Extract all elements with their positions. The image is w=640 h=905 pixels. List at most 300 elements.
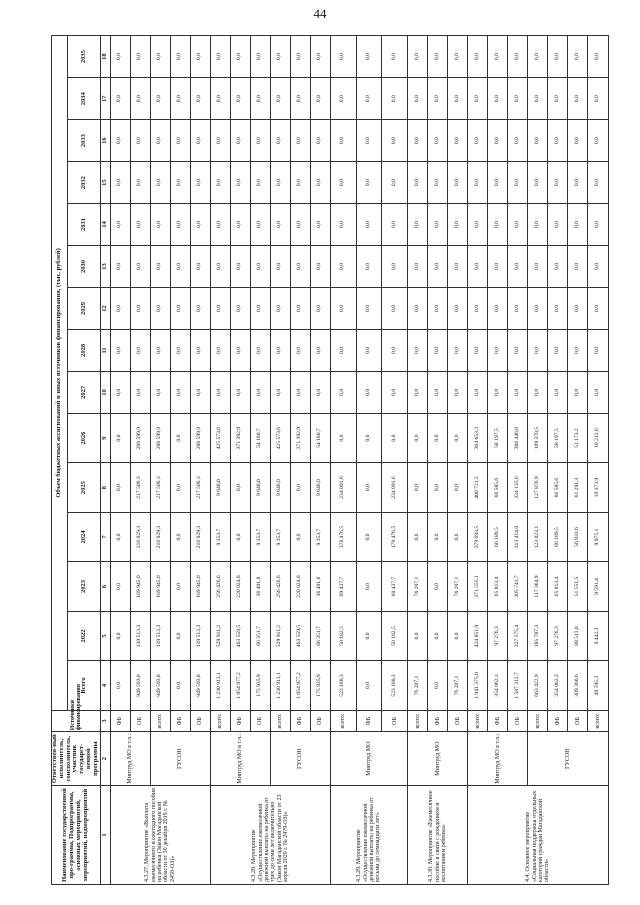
value-cell: 66 585,6: [488, 463, 508, 512]
value-cell: 0,0: [488, 329, 508, 371]
value-cell: 66 189,5: [548, 512, 568, 561]
value-cell: 0,0: [230, 329, 250, 371]
value-cell: 0,0: [382, 120, 408, 162]
value-cell: 0,0: [428, 204, 448, 246]
source-cell: ФБ: [488, 710, 508, 732]
value-cell: 0,0: [428, 611, 448, 660]
value-cell: 0,0: [448, 120, 468, 162]
value-cell: 60 437,7: [382, 562, 408, 611]
value-cell: 0,0: [548, 78, 568, 120]
value-cell: 425 573,6: [270, 413, 290, 462]
value-cell: 0,0: [190, 204, 210, 246]
value-cell: 0,0: [488, 78, 508, 120]
value-cell: 0,0: [356, 562, 382, 611]
source-cell: ФБ: [170, 710, 190, 732]
table-row: [408, 36, 428, 885]
header-year: 2028: [68, 329, 100, 371]
value-cell: 9 975,1: [588, 512, 608, 561]
value-cell: 51 551,5: [568, 562, 588, 611]
value-cell: 0,0: [290, 162, 310, 204]
column-number: 1: [100, 786, 110, 885]
column-number: 10: [100, 371, 110, 413]
value-cell: 400 721,2: [468, 463, 488, 512]
value-cell: 0,0: [250, 36, 270, 78]
value-cell: 0,0: [568, 204, 588, 246]
page-number: 44: [313, 6, 327, 21]
value-cell: 0,0: [270, 371, 290, 413]
value-cell: 0,0: [568, 78, 588, 120]
value-cell: 0,0: [270, 246, 290, 288]
header-year: 2027: [68, 371, 100, 413]
table-body: [110, 36, 608, 885]
table-row: [150, 36, 170, 885]
executor-cell: Минтруд МО в т.ч.:: [468, 732, 528, 786]
value-cell: 0,0: [528, 329, 548, 371]
value-cell: 0,0: [408, 246, 428, 288]
value-cell: 334 135,6: [508, 463, 528, 512]
value-cell: 0,0: [548, 371, 568, 413]
value-cell: 0,0: [130, 36, 150, 78]
value-cell: 0,0: [250, 120, 270, 162]
value-cell: 0,0: [110, 512, 130, 561]
value-cell: 0,0: [468, 162, 488, 204]
value-cell: 0,0: [130, 287, 150, 329]
value-cell: 0,0: [250, 162, 270, 204]
value-cell: 0,0: [210, 371, 230, 413]
source-cell: ОБ: [310, 710, 330, 732]
value-cell: 0,0: [330, 413, 356, 462]
value-cell: 216 029,3: [130, 512, 150, 561]
value-cell: 949 593,8: [150, 661, 170, 710]
value-cell: 0,0: [310, 120, 330, 162]
value-cell: 0,0: [448, 162, 468, 204]
value-cell: 139 513,3: [130, 611, 150, 660]
value-cell: 0,0: [588, 329, 608, 371]
column-number: 4: [100, 661, 110, 710]
value-cell: 0,0: [508, 246, 528, 288]
value-cell: 0,0: [588, 204, 608, 246]
value-cell: 0,0: [528, 371, 548, 413]
value-cell: 0,0: [408, 611, 428, 660]
value-cell: 0,0: [270, 36, 290, 78]
value-cell: 0,0: [382, 36, 408, 78]
value-cell: 0,0: [150, 36, 170, 78]
value-cell: 0,0: [488, 36, 508, 78]
value-cell: 0,0: [290, 329, 310, 371]
executor-cell: Минтруд МО в т.ч.:: [210, 732, 270, 786]
column-number: 8: [100, 463, 110, 512]
value-cell: 0,0: [468, 329, 488, 371]
value-cell: 0,0: [588, 120, 608, 162]
source-cell: ОБ: [250, 710, 270, 732]
value-cell: 0,0: [150, 329, 170, 371]
value-cell: 0,0: [508, 287, 528, 329]
header-year: 2035: [68, 36, 100, 78]
value-cell: 0,0: [528, 162, 548, 204]
value-cell: 0,0: [356, 463, 382, 512]
value-cell: 0,0: [528, 120, 548, 162]
value-cell: 0,0: [250, 329, 270, 371]
column-number: 16: [100, 120, 110, 162]
value-cell: 0,0: [270, 287, 290, 329]
value-cell: 0,0: [230, 120, 250, 162]
value-cell: 0,0: [568, 287, 588, 329]
value-cell: 66 351,7: [310, 611, 330, 660]
value-cell: 169 945,0: [190, 562, 210, 611]
value-cell: 523 188,3: [382, 661, 408, 710]
value-cell: 0,0: [170, 463, 190, 512]
value-cell: 0,0: [270, 162, 290, 204]
value-cell: 49 595,3: [588, 661, 608, 710]
value-cell: 0,0: [356, 371, 382, 413]
value-cell: 0,0: [190, 78, 210, 120]
value-cell: 0,0: [488, 246, 508, 288]
value-cell: 0,0: [356, 611, 382, 660]
header-year: 2030: [68, 246, 100, 288]
value-cell: 0,0: [330, 329, 356, 371]
value-cell: 0,0: [310, 36, 330, 78]
value-cell: 0,0: [250, 246, 270, 288]
value-cell: 76 207,1: [408, 562, 428, 611]
value-cell: 425 573,6: [210, 413, 230, 462]
value-cell: 0,0: [210, 246, 230, 288]
value-cell: 0,0: [310, 246, 330, 288]
source-cell: всего:: [528, 710, 548, 732]
executor-cell: ГУСОН: [150, 732, 210, 786]
value-cell: 185 787,3: [528, 611, 548, 660]
value-cell: 9 591,4: [588, 562, 608, 611]
column-number: 17: [100, 78, 110, 120]
value-cell: 220 024,8: [230, 562, 250, 611]
value-cell: 0,0: [468, 371, 488, 413]
value-cell: 97 276,3: [548, 611, 568, 660]
table-row: [330, 36, 356, 885]
value-cell: 0,0: [190, 36, 210, 78]
value-cell: 463 559,5: [230, 611, 250, 660]
value-cell: 0,0: [290, 36, 310, 78]
value-cell: 0,0: [408, 204, 428, 246]
value-cell: 379 693,5: [468, 512, 488, 561]
value-cell: 0,0: [290, 246, 310, 288]
column-number: 5: [100, 611, 110, 660]
value-cell: 0,0: [508, 204, 528, 246]
source-cell: ФБ: [110, 710, 130, 732]
value-cell: 529 911,2: [270, 611, 290, 660]
value-cell: 217 506,3: [150, 463, 170, 512]
value-cell: 0,0: [408, 329, 428, 371]
value-cell: 0,0: [488, 371, 508, 413]
table-row: [110, 36, 130, 885]
header-year: 2029: [68, 287, 100, 329]
value-cell: 0,0: [382, 413, 408, 462]
value-cell: 371 392,9: [230, 413, 250, 462]
value-cell: 0,0: [356, 329, 382, 371]
value-cell: 9 648,0: [210, 463, 230, 512]
value-cell: 1 941 375,0: [468, 661, 488, 710]
value-cell: 256 426,6: [270, 562, 290, 611]
value-cell: 0,0: [448, 78, 468, 120]
column-number: 15: [100, 162, 110, 204]
source-cell: всего:: [150, 710, 170, 732]
value-cell: 0,0: [170, 611, 190, 660]
value-cell: 0,0: [170, 329, 190, 371]
value-cell: 0,0: [330, 36, 356, 78]
value-cell: 0,0: [568, 371, 588, 413]
value-cell: 0,0: [310, 162, 330, 204]
value-cell: 10 373,9: [588, 463, 608, 512]
value-cell: 0,0: [408, 463, 428, 512]
value-cell: 0,0: [508, 36, 528, 78]
value-cell: 0,0: [150, 120, 170, 162]
header-numbers-row: [100, 36, 110, 885]
value-cell: 9 353,7: [210, 512, 230, 561]
header-year: 2023: [68, 562, 100, 611]
value-cell: 0,0: [150, 78, 170, 120]
value-cell: 0,0: [110, 413, 130, 462]
value-cell: 0,0: [190, 120, 210, 162]
value-cell: 9 648,0: [310, 463, 330, 512]
value-cell: 0,0: [330, 120, 356, 162]
value-cell: 9 353,7: [310, 512, 330, 561]
value-cell: 217 506,3: [190, 463, 210, 512]
value-cell: 0,0: [110, 463, 130, 512]
value-cell: 1 587 312,7: [508, 661, 528, 710]
value-cell: 0,0: [408, 120, 428, 162]
value-cell: 0,0: [110, 78, 130, 120]
value-cell: 51 173,2: [568, 413, 588, 462]
value-cell: 0,0: [210, 287, 230, 329]
value-cell: 0,0: [528, 246, 548, 288]
value-cell: 0,0: [170, 562, 190, 611]
value-cell: 0,0: [428, 413, 448, 462]
value-cell: 0,0: [310, 371, 330, 413]
value-cell: 0,0: [548, 204, 568, 246]
value-cell: 371 555,1: [468, 562, 488, 611]
source-cell: ФБ: [548, 710, 568, 732]
table-row: [528, 36, 548, 885]
header-year: 2025: [68, 463, 100, 512]
source-cell: всего:: [408, 710, 428, 732]
value-cell: 9 353,7: [250, 512, 270, 561]
table-head: [52, 36, 111, 885]
column-number: 6: [100, 562, 110, 611]
value-cell: 529 911,2: [210, 611, 230, 660]
value-cell: 0,0: [130, 329, 150, 371]
value-cell: 54 180,7: [250, 413, 270, 462]
column-number: 9: [100, 413, 110, 462]
value-cell: 424 851,9: [468, 611, 488, 660]
value-cell: 0,0: [250, 371, 270, 413]
value-cell: 69 437,7: [330, 562, 356, 611]
value-cell: 0,0: [428, 246, 448, 288]
value-cell: 0,0: [210, 329, 230, 371]
value-cell: 0,0: [110, 246, 130, 288]
value-cell: 0,0: [568, 120, 588, 162]
value-cell: 0,0: [548, 329, 568, 371]
value-cell: 0,0: [230, 287, 250, 329]
source-cell: ФБ: [230, 710, 250, 732]
value-cell: 0,0: [548, 120, 568, 162]
value-cell: 0,0: [150, 246, 170, 288]
value-cell: 0,0: [310, 78, 330, 120]
value-cell: 139 513,3: [150, 611, 170, 660]
header-year: 2026: [68, 413, 100, 462]
value-cell: 0,0: [568, 246, 588, 288]
value-cell: 0,0: [588, 78, 608, 120]
value-cell: 0,0: [210, 204, 230, 246]
value-cell: 76 207,1: [408, 661, 428, 710]
value-cell: 0,0: [488, 162, 508, 204]
value-cell: 0,0: [588, 246, 608, 288]
value-cell: 9 442,3: [588, 611, 608, 660]
value-cell: 0,0: [468, 78, 488, 120]
value-cell: 0,0: [110, 661, 130, 710]
value-cell: 0,0: [356, 162, 382, 204]
value-cell: 76 207,1: [448, 661, 468, 710]
table-row: [270, 36, 290, 885]
value-cell: 0,0: [250, 78, 270, 120]
value-cell: 0,0: [382, 287, 408, 329]
value-cell: 0,0: [356, 120, 382, 162]
header-total: Всего: [68, 661, 100, 710]
measure-name: 4.3.28. Мероприятие «Осуществление ежемесячной денежной выплаты на ребенка от трех до семи лет включительно (Закон Магаданской области от 23 апреля 2020 г. № 2479-ОЗ)»: [210, 786, 330, 885]
value-cell: 0,0: [508, 162, 528, 204]
value-cell: 0,0: [356, 287, 382, 329]
value-cell: 206 599,9: [190, 413, 210, 462]
value-cell: 0,0: [568, 162, 588, 204]
value-cell: 0,0: [150, 204, 170, 246]
value-cell: 0,0: [428, 329, 448, 371]
value-cell: 217 506,3: [130, 463, 150, 512]
value-cell: 371 392,9: [290, 413, 310, 462]
value-cell: 0,0: [448, 204, 468, 246]
executor-cell: ГУСОН: [270, 732, 330, 786]
value-cell: 0,0: [210, 120, 230, 162]
value-cell: 0,0: [428, 78, 448, 120]
source-cell: ОБ: [190, 710, 210, 732]
value-cell: 0,0: [190, 371, 210, 413]
value-cell: 0,0: [548, 162, 568, 204]
value-cell: 0,0: [448, 413, 468, 462]
value-cell: 306 446,0: [508, 413, 528, 462]
value-cell: 0,0: [382, 329, 408, 371]
header-name: Наименование государственной про-граммы, Подпрограммы, основных мероприятий, мероприятий, подмероприятий: [52, 786, 101, 885]
value-cell: 0,0: [110, 287, 130, 329]
value-cell: 0,0: [356, 36, 382, 78]
value-cell: 0,0: [210, 78, 230, 120]
value-cell: 0,0: [110, 371, 130, 413]
value-cell: 234 091,6: [382, 463, 408, 512]
value-cell: 0,0: [408, 371, 428, 413]
value-cell: 663 422,9: [528, 661, 548, 710]
value-cell: 0,0: [382, 78, 408, 120]
value-cell: 0,0: [468, 120, 488, 162]
value-cell: 0,0: [190, 162, 210, 204]
header-funding-title: Объем бюджетных ассигнований и иных источников финансирования, (тыс. рублей): [52, 36, 68, 711]
value-cell: 0,0: [150, 371, 170, 413]
value-cell: 0,0: [190, 287, 210, 329]
value-cell: 66 585,6: [548, 463, 568, 512]
value-cell: 354 062,3: [548, 661, 568, 710]
value-cell: 0,0: [230, 463, 250, 512]
value-cell: 0,0: [548, 36, 568, 78]
rotated-table-wrapper: [51, 35, 601, 885]
value-cell: 0,0: [448, 287, 468, 329]
value-cell: 0,0: [568, 36, 588, 78]
value-cell: 0,0: [528, 78, 548, 120]
value-cell: 0,0: [488, 120, 508, 162]
value-cell: 97 276,3: [488, 611, 508, 660]
value-cell: 0,0: [428, 120, 448, 162]
value-cell: 0,0: [548, 246, 568, 288]
value-cell: 0,0: [230, 36, 250, 78]
value-cell: 0,0: [150, 287, 170, 329]
value-cell: 0,0: [356, 413, 382, 462]
value-cell: 0,0: [408, 36, 428, 78]
value-cell: 36 401,8: [310, 562, 330, 611]
value-cell: 0,0: [382, 162, 408, 204]
header-executor: Ответствен-ный исполнитель, соисполнитель, участник государст-венной программы: [52, 732, 101, 786]
value-cell: 313 414,0: [508, 512, 528, 561]
value-cell: 9 353,7: [270, 512, 290, 561]
value-cell: 169 945,0: [130, 562, 150, 611]
value-cell: 0,0: [468, 246, 488, 288]
value-cell: 364 653,3: [468, 413, 488, 462]
measure-name: 4.3.30. Мероприятие «Ежемесячное пособие в связи с рождением и воспитанием ребенка»: [408, 786, 468, 885]
value-cell: 0,0: [290, 287, 310, 329]
value-cell: 0,0: [310, 287, 330, 329]
column-number: 13: [100, 246, 110, 288]
value-cell: 463 559,5: [290, 611, 310, 660]
value-cell: 0,0: [488, 287, 508, 329]
header-year: 2033: [68, 120, 100, 162]
value-cell: 0,0: [428, 562, 448, 611]
measure-name: 4.4. Основное мероприятие «Социальная поддержка отдельных категорий граждан Магаданской области»: [468, 786, 608, 885]
value-cell: 0,0: [588, 162, 608, 204]
source-cell: ФБ: [290, 710, 310, 732]
value-cell: 0,0: [548, 287, 568, 329]
column-number: 2: [100, 732, 110, 786]
value-cell: 50 182,5: [330, 611, 356, 660]
value-cell: 0,0: [508, 329, 528, 371]
value-cell: 0,0: [508, 78, 528, 120]
value-cell: 76 207,1: [448, 562, 468, 611]
value-cell: 0,0: [428, 162, 448, 204]
value-cell: 0,0: [130, 162, 150, 204]
value-cell: 0,0: [110, 36, 130, 78]
value-cell: 175 935,9: [250, 661, 270, 710]
value-cell: 178 476,5: [330, 512, 356, 561]
header-year: 2034: [68, 78, 100, 120]
value-cell: 949 593,8: [130, 661, 150, 710]
value-cell: 354 062,3: [488, 661, 508, 710]
column-number: 11: [100, 329, 110, 371]
value-cell: 0,0: [130, 246, 150, 288]
value-cell: 123 023,1: [528, 512, 548, 561]
executor-cell: ГУСОН: [528, 732, 608, 786]
executor-cell: Минтруд МО в т.ч.:: [110, 732, 150, 786]
value-cell: 0,0: [290, 371, 310, 413]
value-cell: 0,0: [110, 204, 130, 246]
source-cell: ОБ: [382, 710, 408, 732]
value-cell: 1 054 977,2: [230, 661, 250, 710]
value-cell: 65 813,4: [488, 562, 508, 611]
value-cell: 0,0: [170, 36, 190, 78]
value-cell: 56 833,6: [568, 512, 588, 561]
value-cell: 0,0: [210, 36, 230, 78]
table-row: [210, 36, 230, 885]
value-cell: 0,0: [588, 36, 608, 78]
